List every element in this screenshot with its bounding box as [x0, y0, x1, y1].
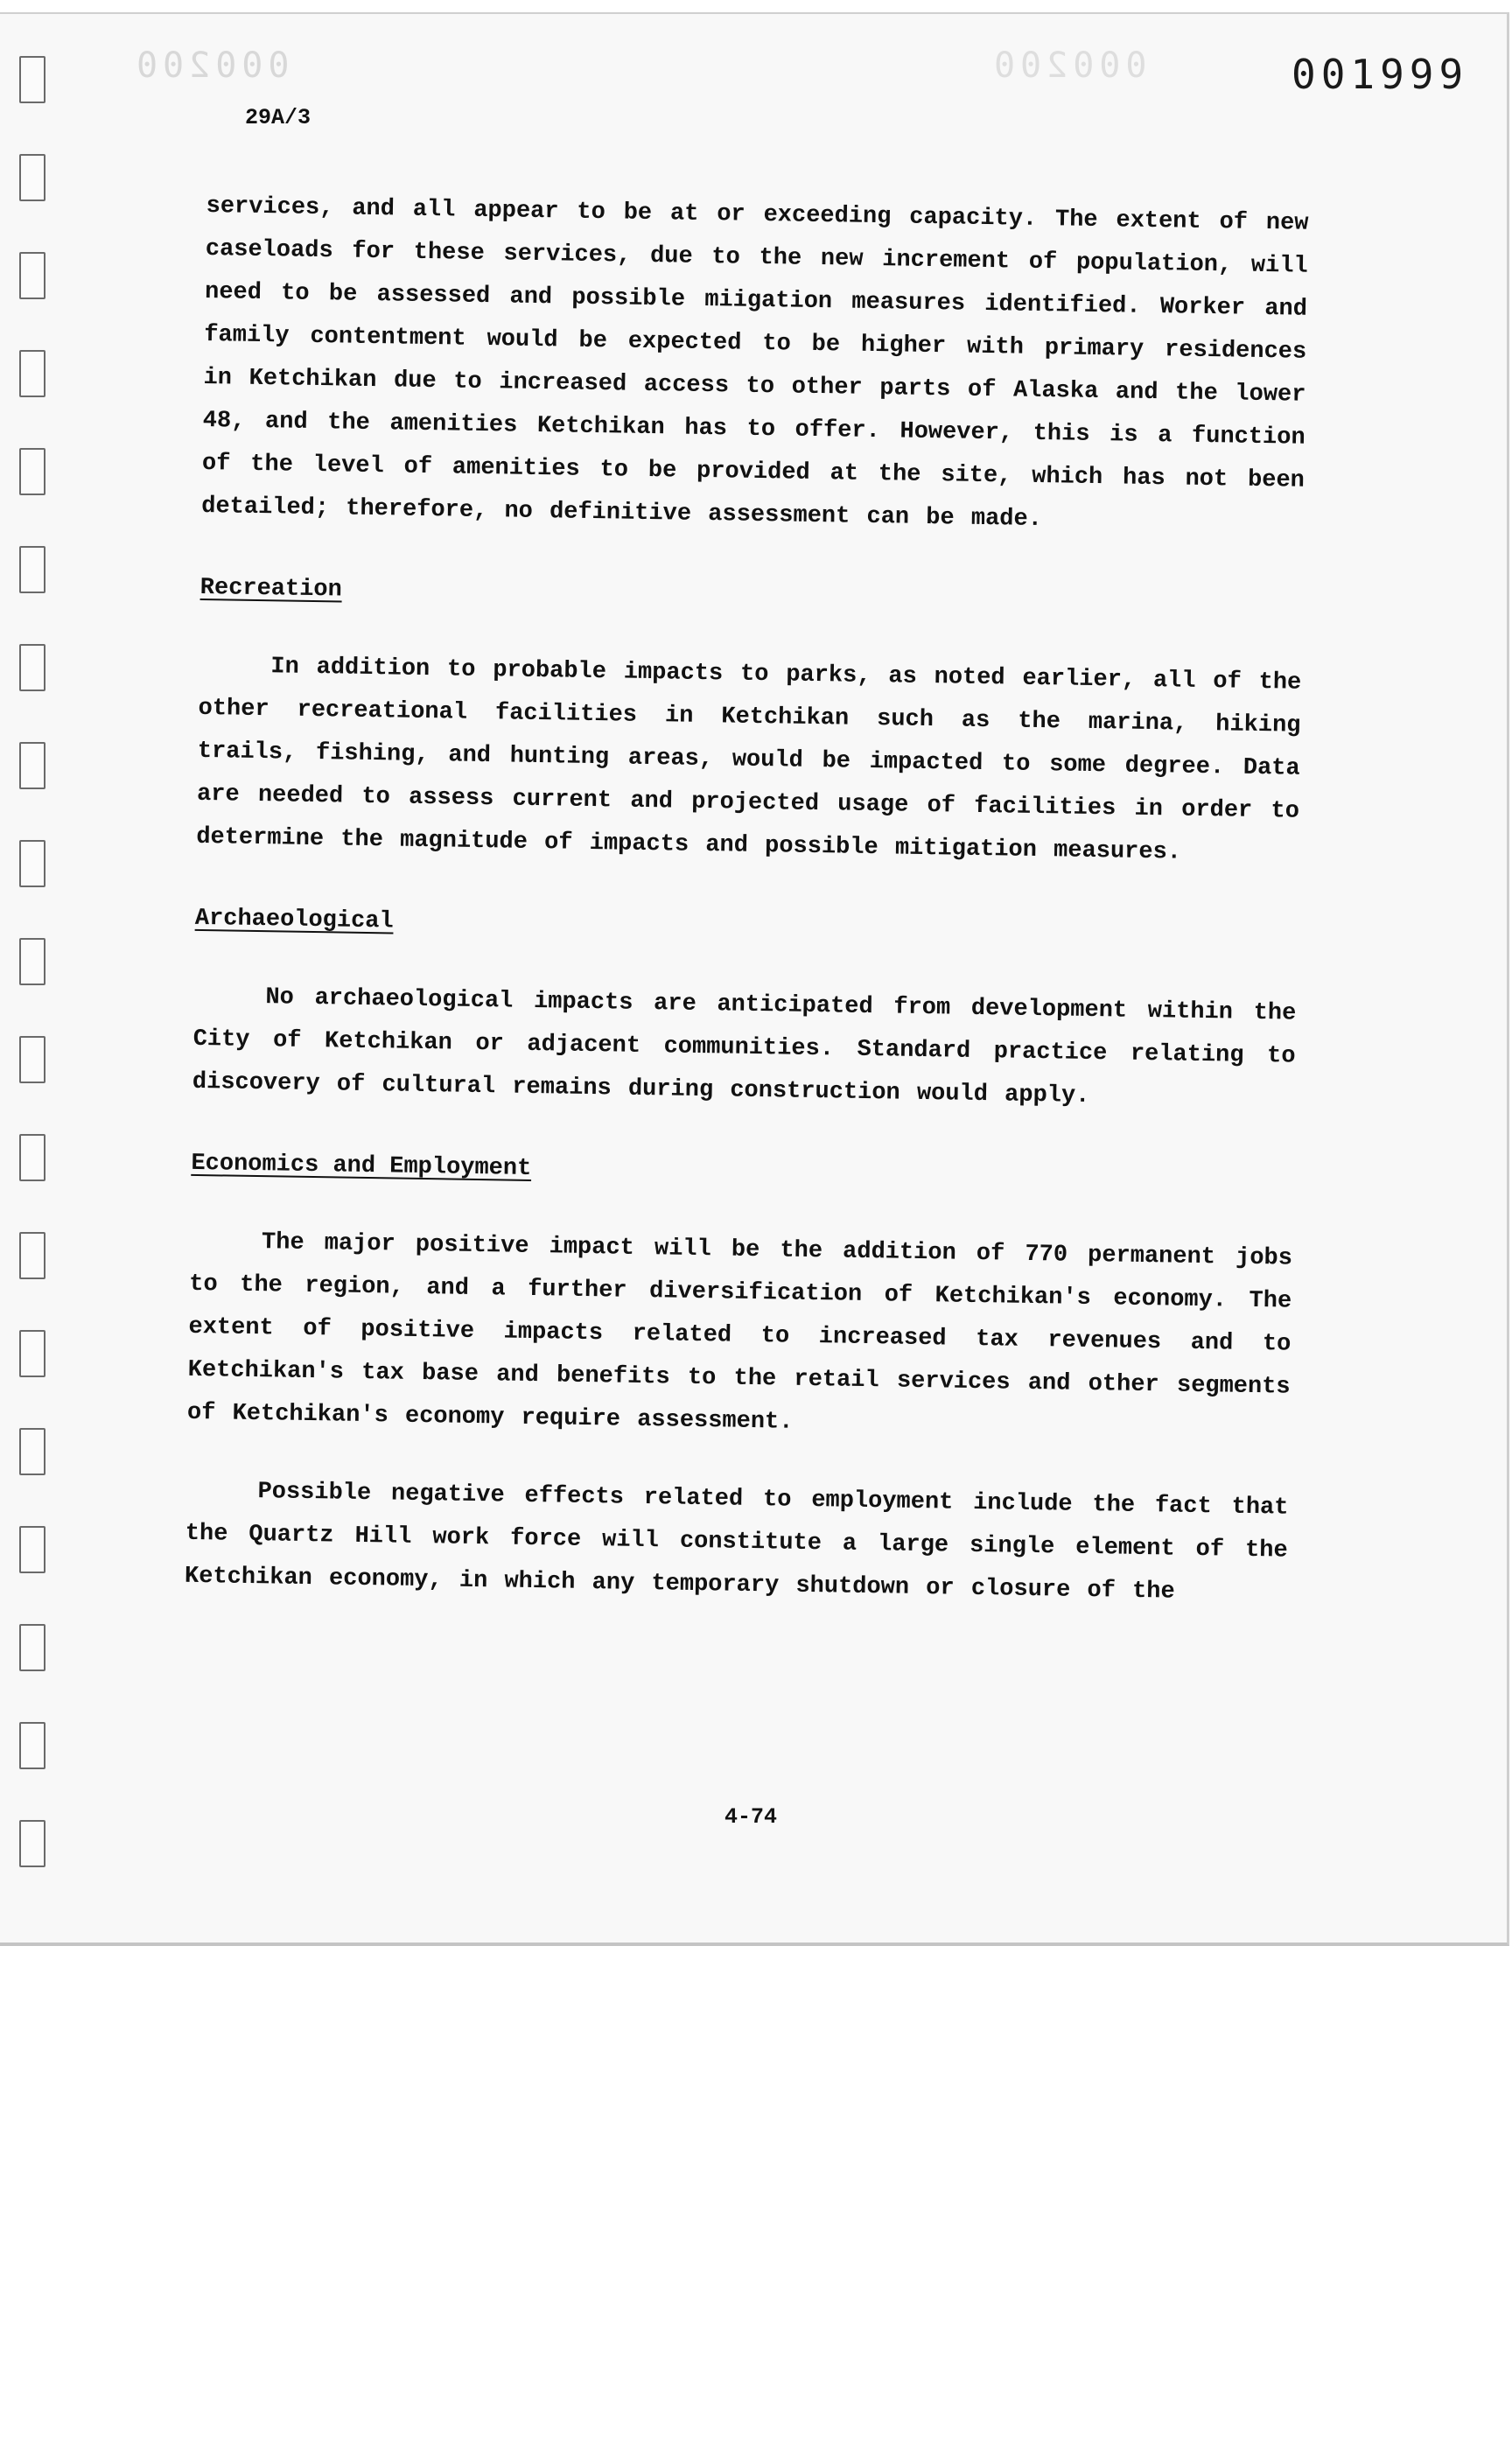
binding-hole	[19, 742, 46, 789]
economics-paragraph-1: The major positive impact will be the addition of 770 permanent jobs to the region, and a further diversification of Ketchikan's economy. The extent of positive impacts related to increased tax revenues and to Ketchikan's tax base and benefits to the retail services and other segments of Ketchikan's economy require assessment.	[186, 1229, 1293, 1436]
binding-hole	[19, 154, 46, 201]
binding-hole	[19, 56, 46, 103]
archaeological-heading: Archaeological	[194, 905, 394, 935]
page-body	[185, 186, 1309, 1616]
document-code: 29A/3	[245, 105, 312, 130]
show-through-number-right: 000200	[989, 46, 1147, 86]
intro-paragraph: services, and all appear to be at or exceeding capacity. The extent of new caseloads for these services, due to the new increment of population, will need to be assessed and possible miigation measures identified. Worker and family contentment would be expected to be higher with primary residences in Ketchikan due to increased access to other parts of Alaska and the lower 48, and the amenities Ketchikan has to offer. However, this is a function of the level of amenities to be provided at the site, which has not been detailed; therefore, no definitive assessment can be made.	[200, 192, 1309, 534]
binding-hole	[19, 1526, 46, 1573]
binding-hole	[19, 938, 46, 985]
binding-hole	[19, 1232, 46, 1279]
binding-hole	[19, 840, 46, 887]
binding-hole	[19, 252, 46, 299]
page-number: 4-74	[724, 1804, 778, 1830]
binding-holes	[19, 56, 54, 1920]
binding-hole	[19, 1330, 46, 1377]
binding-hole	[19, 546, 46, 593]
economics-paragraph-2: Possible negative effects related to employment include the fact that the Quartz Hill work force will constitute a large single element of the Ketchikan economy, in which any temporary shutdown or closure of the	[184, 1479, 1289, 1606]
economics-heading: Economics and Employment	[191, 1150, 532, 1182]
binding-hole	[19, 448, 46, 495]
binding-hole	[19, 1134, 46, 1181]
document-page	[0, 12, 1509, 1946]
recreation-paragraph: In addition to probable impacts to parks, as noted earlier, all of the other recreational facilities in Ketchikan such as the marina, hiking trails, fishing, and hunting areas, would be impacted to some degree. Data are needed to assess current and projected usage of facilities in order to determine the magnitude of impacts and possible mitigation measures.	[196, 654, 1302, 866]
binding-hole	[19, 1820, 46, 1867]
binding-hole	[19, 1036, 46, 1083]
binding-hole	[19, 644, 46, 691]
binding-hole	[19, 1624, 46, 1671]
archaeological-paragraph: No archaeological impacts are anticipated from development within the City of Ketchikan or adjacent communities. Standard practice relating to discovery of cultural remains during construction would apply.	[192, 984, 1297, 1110]
show-through-number: 000200	[131, 46, 290, 86]
binding-hole	[19, 1428, 46, 1475]
binding-hole	[19, 1722, 46, 1769]
binding-hole	[19, 350, 46, 397]
recreation-heading: Recreation	[200, 574, 343, 604]
bates-number: 001999	[1292, 51, 1469, 98]
